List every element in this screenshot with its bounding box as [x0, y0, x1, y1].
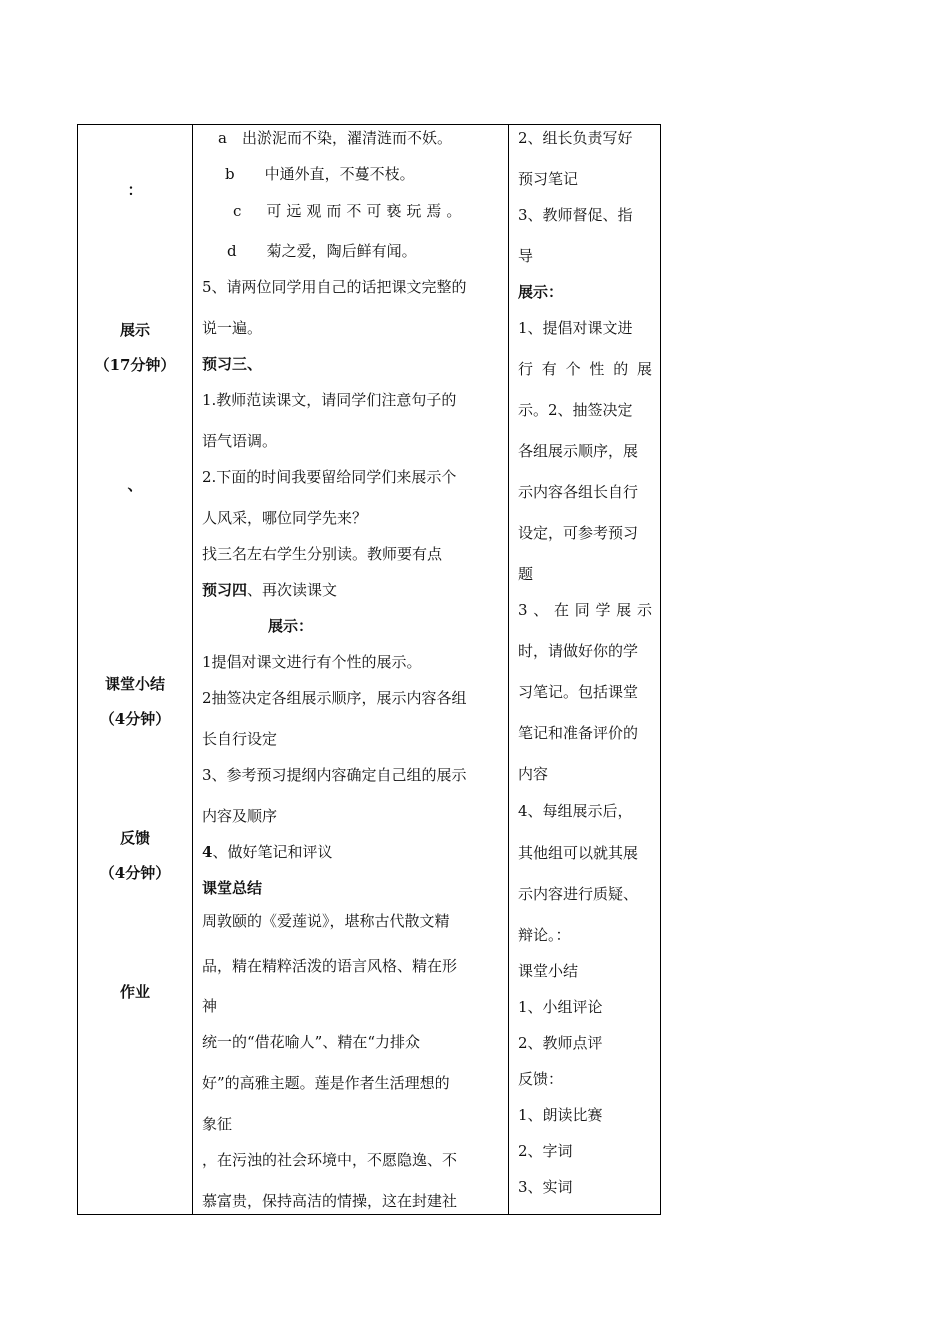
- right-summary-heading: 课堂小结: [518, 962, 579, 980]
- right-line-12: 3、在同学展示: [518, 601, 652, 619]
- right-line-19: 示内容进行质疑、: [518, 885, 639, 903]
- preview3-item2-line1: 2.下面的时间我要留给同学们来展示个: [202, 468, 457, 486]
- right-line-3: 3、教师督促、指: [518, 206, 633, 224]
- preview4-heading: [202, 580, 337, 600]
- stage-display-label: 展示: [119, 321, 150, 339]
- right-line-2: 预习笔记: [518, 170, 579, 188]
- preview4-rest: 、再次读课文: [247, 581, 338, 599]
- display-item4-text: 、做好笔记和评议: [212, 843, 333, 861]
- right-line-6: 行有个性的展: [518, 360, 652, 378]
- right-line-7: 示。2、抽签决定: [518, 401, 633, 419]
- summary-line6: 象征: [202, 1115, 233, 1133]
- right-line-14: 习笔记。包括课堂: [518, 683, 639, 701]
- right-line-5: 1、提倡对课文进: [518, 319, 633, 337]
- stage-colon: ：: [127, 181, 143, 199]
- stage-homework-label: 作业: [119, 983, 150, 1001]
- column-divider-1: [192, 124, 193, 1215]
- summary-line7: ，在污浊的社会环境中，不愿隐逸、不: [202, 1151, 458, 1169]
- item5-line1: 5、请两位同学用自己的话把课文完整的: [202, 278, 467, 296]
- summary-line2: 品，精在精粹活泼的语言风格、精在形: [202, 957, 458, 975]
- right-line-16: 内容: [518, 765, 549, 783]
- preview3-item1-line2: 语气语调。: [202, 432, 278, 450]
- right-line-13: 时，请做好你的学: [518, 642, 639, 660]
- stage-summary-label: 课堂小结: [104, 675, 165, 693]
- right-line-18: 其他组可以就其展: [518, 844, 639, 862]
- right-line-1: 2、组长负责写好: [518, 129, 633, 147]
- option-c: c 可远观而不可亵玩焉。: [233, 202, 467, 220]
- preview3-item2-line2: 人风采，哪位同学先来？: [202, 509, 368, 527]
- summary-line4: 统一的“借花喻人”、精在“力排众: [202, 1033, 421, 1051]
- summary-heading: 课堂总结: [202, 879, 263, 897]
- display-item3-line1: 3、参考预习提纲内容确定自己组的展示: [202, 766, 467, 784]
- summary-line3: 神: [202, 997, 218, 1015]
- summary-line5: 好”的高雅主题。莲是作者生活理想的: [202, 1074, 450, 1092]
- stage-display-time: （17分钟）: [94, 356, 176, 374]
- stage-summary-time: （4分钟）: [99, 710, 171, 728]
- right-display-heading: 展示：: [518, 283, 564, 301]
- right-line-4: 导: [518, 247, 534, 265]
- right-line-8: 各组展示顺序，展: [518, 442, 639, 460]
- stage-feedback-time: （4分钟）: [99, 864, 171, 882]
- right-line-25: 1、朗读比赛: [518, 1106, 603, 1124]
- option-a: a 出淤泥而不染，濯清涟而不妖。: [218, 129, 452, 147]
- summary-line8: 慕富贵，保持高洁的情操，这在封建社: [202, 1192, 458, 1210]
- stage-comma: 、: [127, 476, 143, 494]
- summary-line1: 周敦颐的《爱莲说》，堪称古代散文精: [202, 912, 450, 930]
- right-line-23: 2、教师点评: [518, 1034, 603, 1052]
- right-line-17: 4、每组展示后，: [518, 802, 633, 820]
- preview3-item3: 找三名左右学生分别读。教师要有点: [202, 545, 443, 563]
- preview4-bold: 预习四: [202, 581, 248, 599]
- right-line-11: 题: [518, 565, 534, 583]
- display-heading: 展示：: [268, 617, 314, 635]
- display-item4-number: 4: [202, 843, 213, 861]
- display-item3-line2: 内容及顺序: [202, 807, 278, 825]
- right-line-15: 笔记和准备评价的: [518, 724, 639, 742]
- right-line-10: 设定，可参考预习: [518, 524, 639, 542]
- display-item2-line1: 2抽签决定各组展示顺序，展示内容各组: [202, 689, 467, 707]
- preview3-heading: 预习三、: [202, 355, 263, 373]
- display-item1: 1提倡对课文进行有个性的展示。: [202, 653, 422, 671]
- right-line-9: 示内容各组长自行: [518, 483, 639, 501]
- option-d: d 菊之爱，陶后鲜有闻。: [227, 242, 417, 260]
- column-divider-2: [508, 124, 509, 1215]
- preview3-item1-line1: 1.教师范读课文，请同学们注意句子的: [202, 391, 457, 409]
- item5-line2: 说一遍。: [202, 319, 263, 337]
- option-b: b 中通外直，不蔓不枝。: [225, 165, 415, 183]
- right-line-27: 3、实词: [518, 1178, 573, 1196]
- display-item2-line2: 长自行设定: [202, 730, 278, 748]
- display-item4: [202, 842, 332, 862]
- right-feedback-heading: 反馈：: [518, 1070, 564, 1088]
- stage-feedback-label: 反馈: [119, 829, 150, 847]
- right-line-20: 辩论。：: [518, 926, 571, 944]
- right-line-26: 2、字词: [518, 1142, 573, 1160]
- right-line-22: 1、小组评论: [518, 998, 603, 1016]
